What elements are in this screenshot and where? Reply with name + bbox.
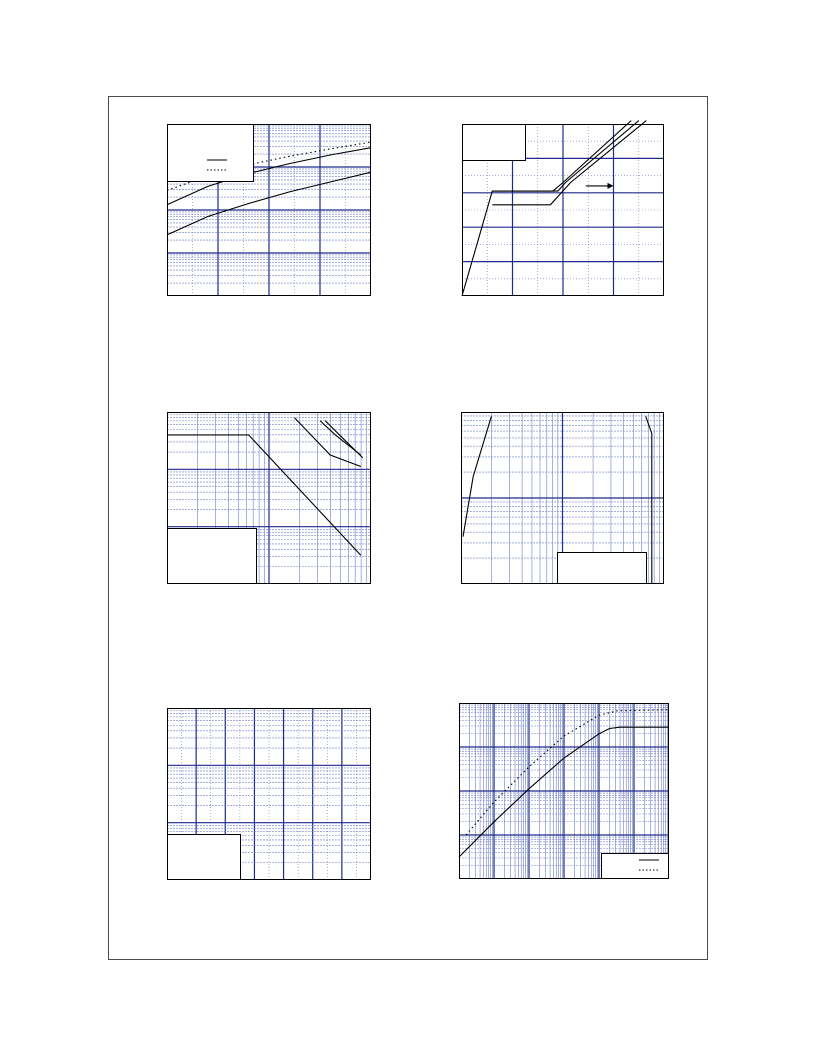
chart-6-transfer-curve-plot [459,703,669,879]
chart-1-gate-charge-plot [167,124,371,296]
legend-box [168,529,257,584]
legend-box [168,125,254,182]
chart-2-switching-curve-plot [462,124,664,296]
legend-box [602,854,669,879]
chart-5-empty-grid-plot [167,708,371,880]
legend-box [168,835,241,880]
chart-4-log-log-plot [461,412,664,584]
chart-3-safe-operating-area-plot [167,412,371,584]
legend-box [558,553,647,584]
legend-box [463,125,526,161]
